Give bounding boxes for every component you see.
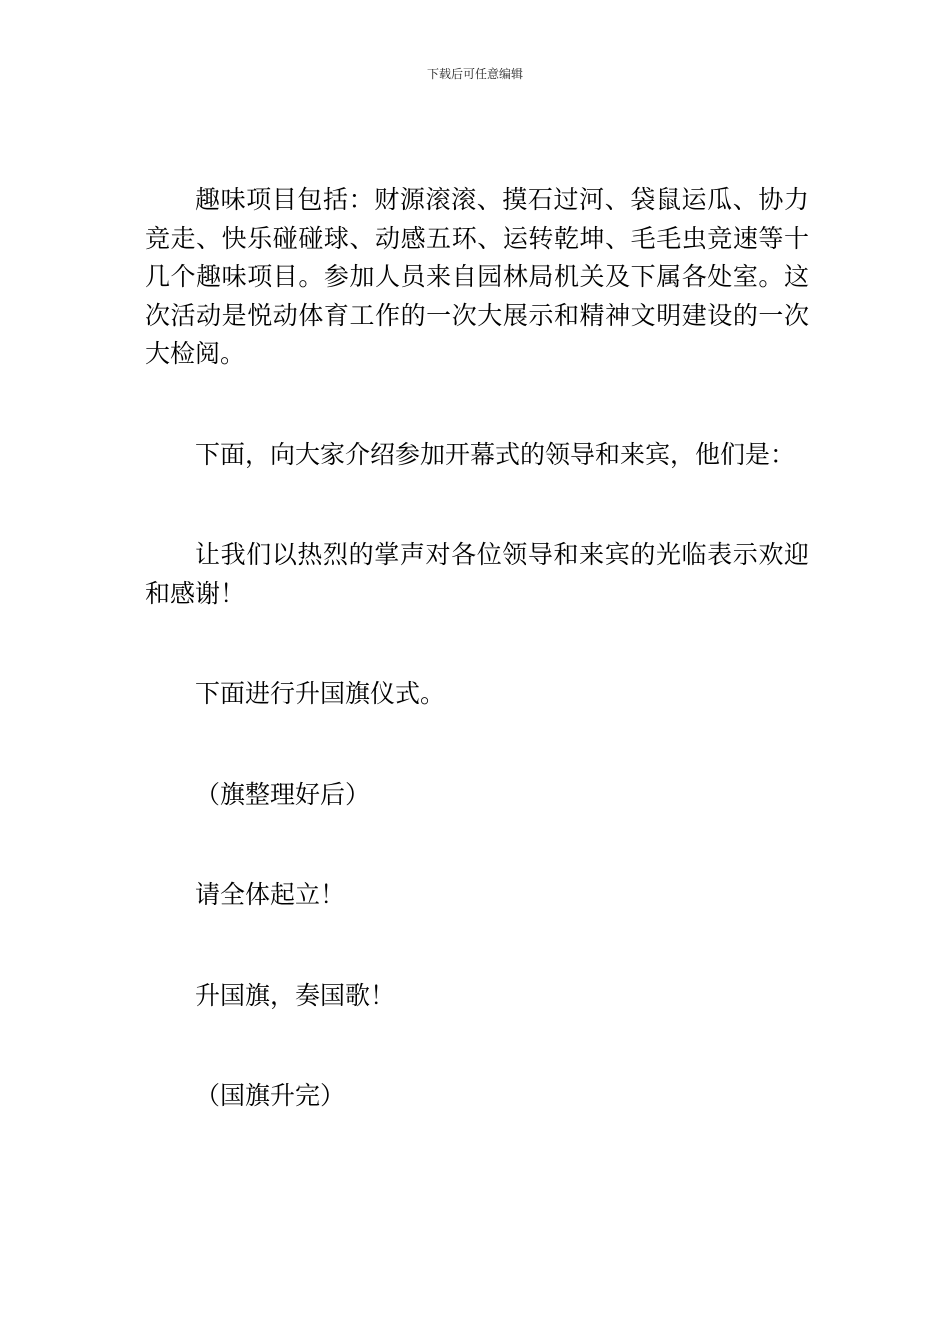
paragraph-flag-ceremony: 下面进行升国旗仪式。 bbox=[195, 679, 446, 708]
paragraph-introduce-guests: 下面，向大家介绍参加开幕式的领导和来宾，他们是： bbox=[195, 439, 796, 469]
paragraph-stand-up: 请全体起立！ bbox=[195, 880, 346, 909]
paragraph-welcome-applause: 让我们以热烈的掌声对各位领导和来宾的光临表示欢迎和感谢！ bbox=[145, 540, 809, 608]
page-header: 下载后可任意编辑 bbox=[426, 67, 523, 81]
paragraph-activities: 趣味项目包括：财源滚滚、摸石过河、袋鼠运瓜、协力竞走、快乐碰碰球、动感五环、运转乾坤、毛毛虫竞速等十几个趣味项目。参加人员来自园林局机关及下属各处室。这次活动是悦动体育工作的一次大展示和精神文明建设的一次大检阅。 bbox=[145, 185, 809, 368]
paragraph-flag-ready: （旗整理好后） bbox=[195, 779, 371, 809]
paragraph-raise-flag-anthem: 升国旗，奏国歌！ bbox=[195, 980, 396, 1010]
paragraph-flag-raised: （国旗升完） bbox=[195, 1081, 346, 1110]
document-body bbox=[145, 181, 809, 1116]
